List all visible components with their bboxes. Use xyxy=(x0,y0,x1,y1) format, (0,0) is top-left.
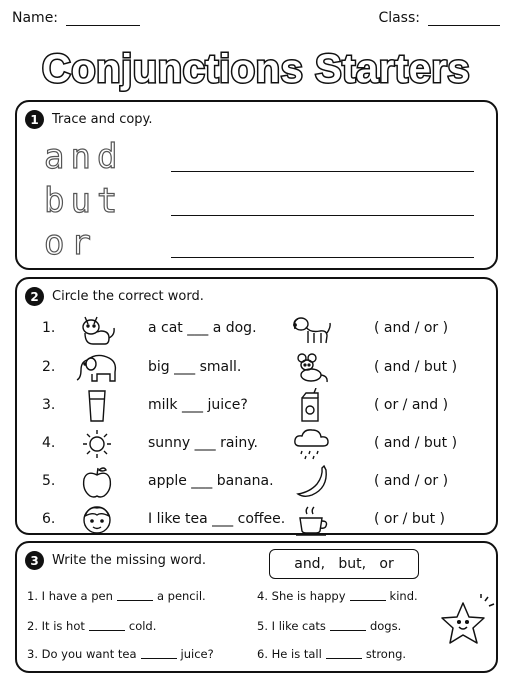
circle-item xyxy=(17,502,496,538)
class-field xyxy=(378,10,500,26)
sentence-start: He is tall xyxy=(271,647,322,661)
section-3-instruction: Write the missing word. xyxy=(52,553,207,568)
section-missing-word xyxy=(15,541,498,673)
item-number: 1. xyxy=(27,589,38,603)
coffee-cup-icon xyxy=(290,502,334,538)
section-circle-correct-word xyxy=(15,277,498,535)
section-1-header xyxy=(25,110,153,129)
section-3-number: 3 xyxy=(25,551,44,570)
item-number: 5. xyxy=(257,619,268,633)
smiling-star-icon xyxy=(435,593,497,655)
sun-icon xyxy=(75,426,119,462)
sentence-item xyxy=(257,619,401,633)
item-number: 6. xyxy=(42,511,56,527)
phrase: apple ___ banana. xyxy=(148,473,274,489)
trace-row xyxy=(44,182,474,222)
trace-word: and xyxy=(44,137,124,177)
choice-options[interactable]: ( or / but ) xyxy=(374,511,446,527)
elephant-icon xyxy=(75,350,119,386)
item-number: 1. xyxy=(42,320,56,336)
item-number: 3. xyxy=(27,647,38,661)
answer-blank[interactable] xyxy=(326,658,362,659)
phrase: a cat ___ a dog. xyxy=(148,320,257,336)
sentence-end: juice? xyxy=(180,647,214,661)
choice-options[interactable]: ( and / but ) xyxy=(374,435,458,451)
page-title xyxy=(0,38,512,96)
phrase: big ___ small. xyxy=(148,359,242,375)
trace-row xyxy=(44,224,474,264)
phrase: sunny ___ rainy. xyxy=(148,435,258,451)
word-bank-text: and, but, or xyxy=(294,556,394,572)
circle-item xyxy=(17,388,496,424)
trace-word: or xyxy=(44,223,97,263)
mouse-icon xyxy=(290,350,334,386)
answer-blank[interactable] xyxy=(141,658,177,659)
apple-icon xyxy=(75,464,119,500)
item-number: 4. xyxy=(42,435,56,451)
answer-blank[interactable] xyxy=(350,600,386,601)
phrase-end: banana. xyxy=(216,473,274,489)
circle-item xyxy=(17,311,496,347)
item-number: 5. xyxy=(42,473,56,489)
milk-glass-icon xyxy=(75,388,119,424)
section-2-number: 2 xyxy=(25,287,44,306)
sentence-item xyxy=(257,589,418,603)
name-field xyxy=(12,10,140,26)
item-number: 3. xyxy=(42,397,56,413)
cat-icon xyxy=(75,311,119,347)
phrase-start: a cat xyxy=(148,320,183,336)
sentence-start: I like cats xyxy=(271,619,326,633)
sentence-item xyxy=(27,589,206,603)
item-number: 2. xyxy=(42,359,56,375)
section-1-instruction: Trace and copy. xyxy=(52,112,153,127)
phrase-start: sunny xyxy=(148,435,191,451)
worksheet-header xyxy=(12,10,500,34)
juice-box-icon xyxy=(290,388,334,424)
dog-icon xyxy=(290,311,334,347)
phrase-start: big xyxy=(148,359,170,375)
sentence-end: cold. xyxy=(128,619,157,633)
sentence-start: I have a pen xyxy=(41,589,113,603)
sentence-start: Do you want tea xyxy=(41,647,137,661)
phrase: I like tea ___ coffee. xyxy=(148,511,286,527)
circle-item xyxy=(17,464,496,500)
phrase-end: juice? xyxy=(207,397,248,413)
trace-row xyxy=(44,138,474,178)
choice-options[interactable]: ( and / or ) xyxy=(374,320,449,336)
boy-face-icon xyxy=(75,502,119,538)
section-2-instruction: Circle the correct word. xyxy=(52,289,204,304)
sentence-start: She is happy xyxy=(271,589,346,603)
item-number: 4. xyxy=(257,589,268,603)
word-bank xyxy=(269,549,419,579)
name-blank[interactable] xyxy=(66,12,140,26)
copy-line[interactable] xyxy=(171,171,474,172)
sentence-end: strong. xyxy=(365,647,407,661)
class-label: Class: xyxy=(378,10,420,26)
choice-options[interactable]: ( and / or ) xyxy=(374,473,449,489)
copy-line[interactable] xyxy=(171,215,474,216)
phrase-end: a dog. xyxy=(212,320,257,336)
phrase-start: milk xyxy=(148,397,178,413)
sentence-item xyxy=(27,619,156,633)
title-text: Conjunctions Starters xyxy=(41,47,471,91)
phrase: milk ___ juice? xyxy=(148,397,248,413)
phrase-end: small. xyxy=(199,359,242,375)
answer-blank[interactable] xyxy=(89,630,125,631)
choice-options[interactable]: ( or / and ) xyxy=(374,397,449,413)
trace-word: but xyxy=(44,181,124,221)
circle-item xyxy=(17,350,496,386)
class-blank[interactable] xyxy=(428,12,500,26)
item-number: 6. xyxy=(257,647,268,661)
sentence-end: kind. xyxy=(389,589,418,603)
sentence-start: It is hot xyxy=(41,619,85,633)
phrase-start: I like tea xyxy=(148,511,208,527)
section-3-header xyxy=(25,551,206,570)
phrase-end: coffee. xyxy=(237,511,286,527)
answer-blank[interactable] xyxy=(117,600,153,601)
phrase-end: rainy. xyxy=(220,435,258,451)
sentence-end: a pencil. xyxy=(156,589,206,603)
choice-options[interactable]: ( and / but ) xyxy=(374,359,458,375)
name-label: Name: xyxy=(12,10,59,26)
sentence-item xyxy=(257,647,406,661)
circle-item xyxy=(17,426,496,462)
item-number: 2. xyxy=(27,619,38,633)
banana-icon xyxy=(290,464,334,500)
answer-blank[interactable] xyxy=(330,630,366,631)
copy-line[interactable] xyxy=(171,257,474,258)
sentence-item xyxy=(27,647,214,661)
sentence-end: dogs. xyxy=(369,619,402,633)
phrase-start: apple xyxy=(148,473,187,489)
section-trace-and-copy xyxy=(15,100,498,270)
section-1-number: 1 xyxy=(25,110,44,129)
rain-cloud-icon xyxy=(290,426,334,462)
section-2-header xyxy=(25,287,204,306)
